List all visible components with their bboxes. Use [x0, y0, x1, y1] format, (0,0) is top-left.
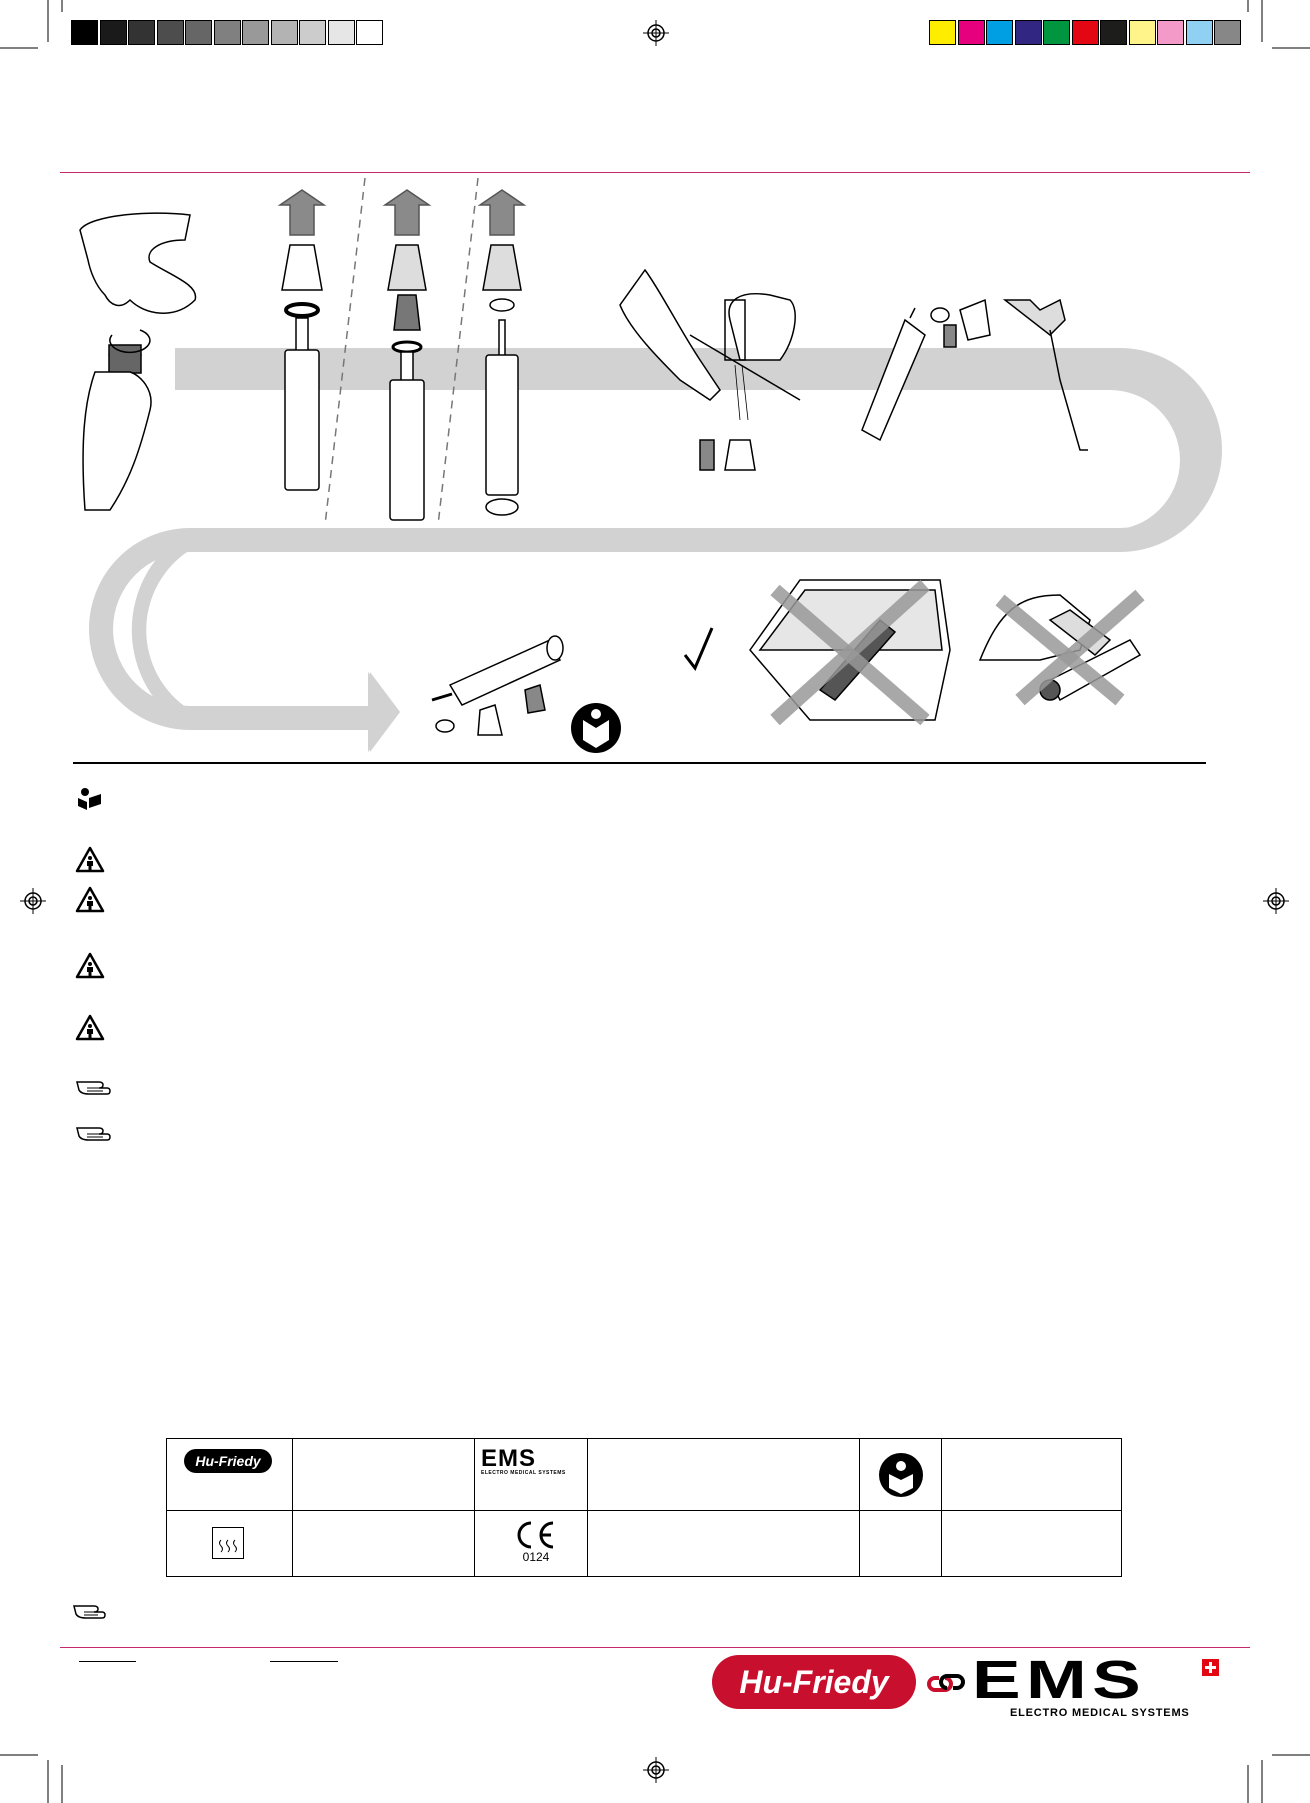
ce-number: 0124	[522, 1550, 550, 1564]
swiss-cross-icon	[1202, 1659, 1219, 1676]
top-accent-line	[60, 172, 1250, 173]
color-swatch	[1186, 20, 1213, 45]
section-divider	[73, 762, 1206, 764]
grayscale-swatch	[214, 20, 241, 45]
registration-mark-icon	[1263, 888, 1289, 914]
checkmark-icon	[685, 628, 712, 668]
color-swatch	[958, 20, 985, 45]
footer-underline-2	[270, 1661, 338, 1662]
ems-logo-sub: ELECTRO MEDICAL SYSTEMS	[1010, 1707, 1190, 1719]
grayscale-swatch	[328, 20, 355, 45]
grayscale-swatch	[100, 20, 127, 45]
pointing-hand-icon	[75, 1122, 115, 1156]
grayscale-swatch	[71, 20, 98, 45]
registration-mark-icon	[20, 888, 46, 914]
symbol-table	[166, 1438, 1122, 1577]
registration-mark-icon	[643, 1757, 669, 1783]
footer-underline-1	[79, 1661, 136, 1662]
read-manual-icon	[75, 786, 115, 820]
grayscale-swatch	[299, 20, 326, 45]
grayscale-swatch	[128, 20, 155, 45]
color-swatch	[929, 20, 956, 45]
pointing-hand-icon	[75, 1076, 115, 1110]
warning-icon	[75, 952, 115, 986]
grayscale-swatch	[157, 20, 184, 45]
read-manual-icon	[571, 703, 621, 753]
grayscale-swatch	[356, 20, 383, 45]
grayscale-swatch	[185, 20, 212, 45]
warning-icon	[75, 1014, 115, 1048]
pointing-hand-icon	[72, 1600, 108, 1624]
warning-icon	[75, 886, 115, 920]
ems-small-logo: EMS ELECTRO MEDICAL SYSTEMS	[481, 1445, 566, 1476]
color-swatch	[1100, 20, 1127, 45]
registration-mark-icon	[643, 20, 669, 46]
thermodisinfection-icon	[212, 1527, 244, 1559]
read-manual-icon	[878, 1452, 924, 1498]
link-chain-icon	[927, 1670, 965, 1696]
step-remove-cap-1	[280, 190, 324, 490]
bottom-accent-line	[60, 1647, 1250, 1648]
color-swatch	[1015, 20, 1042, 45]
color-swatch	[1072, 20, 1099, 45]
warning-icon	[75, 846, 115, 880]
instruction-illustration	[0, 175, 1310, 765]
color-swatch	[1129, 20, 1156, 45]
hu-friedy-small-logo	[183, 1448, 275, 1476]
step-no-ultrasonic-bath	[750, 580, 950, 720]
color-swatch	[1043, 20, 1070, 45]
grayscale-swatch	[242, 20, 269, 45]
color-swatch	[1214, 20, 1241, 45]
hu-friedy-logo-text: Hu-Friedy	[739, 1664, 889, 1700]
color-swatch	[1157, 20, 1184, 45]
grayscale-swatch	[271, 20, 298, 45]
step-parts-illustration	[432, 636, 563, 735]
ce-mark-icon	[511, 1520, 561, 1570]
hu-friedy-small-logo-text: Hu-Friedy	[195, 1453, 261, 1469]
step-no-wipe-handpiece	[980, 595, 1140, 700]
color-swatch	[986, 20, 1013, 45]
hu-friedy-logo	[710, 1653, 922, 1713]
ems-logo: EMS ELECTRO MEDICAL SYSTEMS	[972, 1654, 1220, 1720]
